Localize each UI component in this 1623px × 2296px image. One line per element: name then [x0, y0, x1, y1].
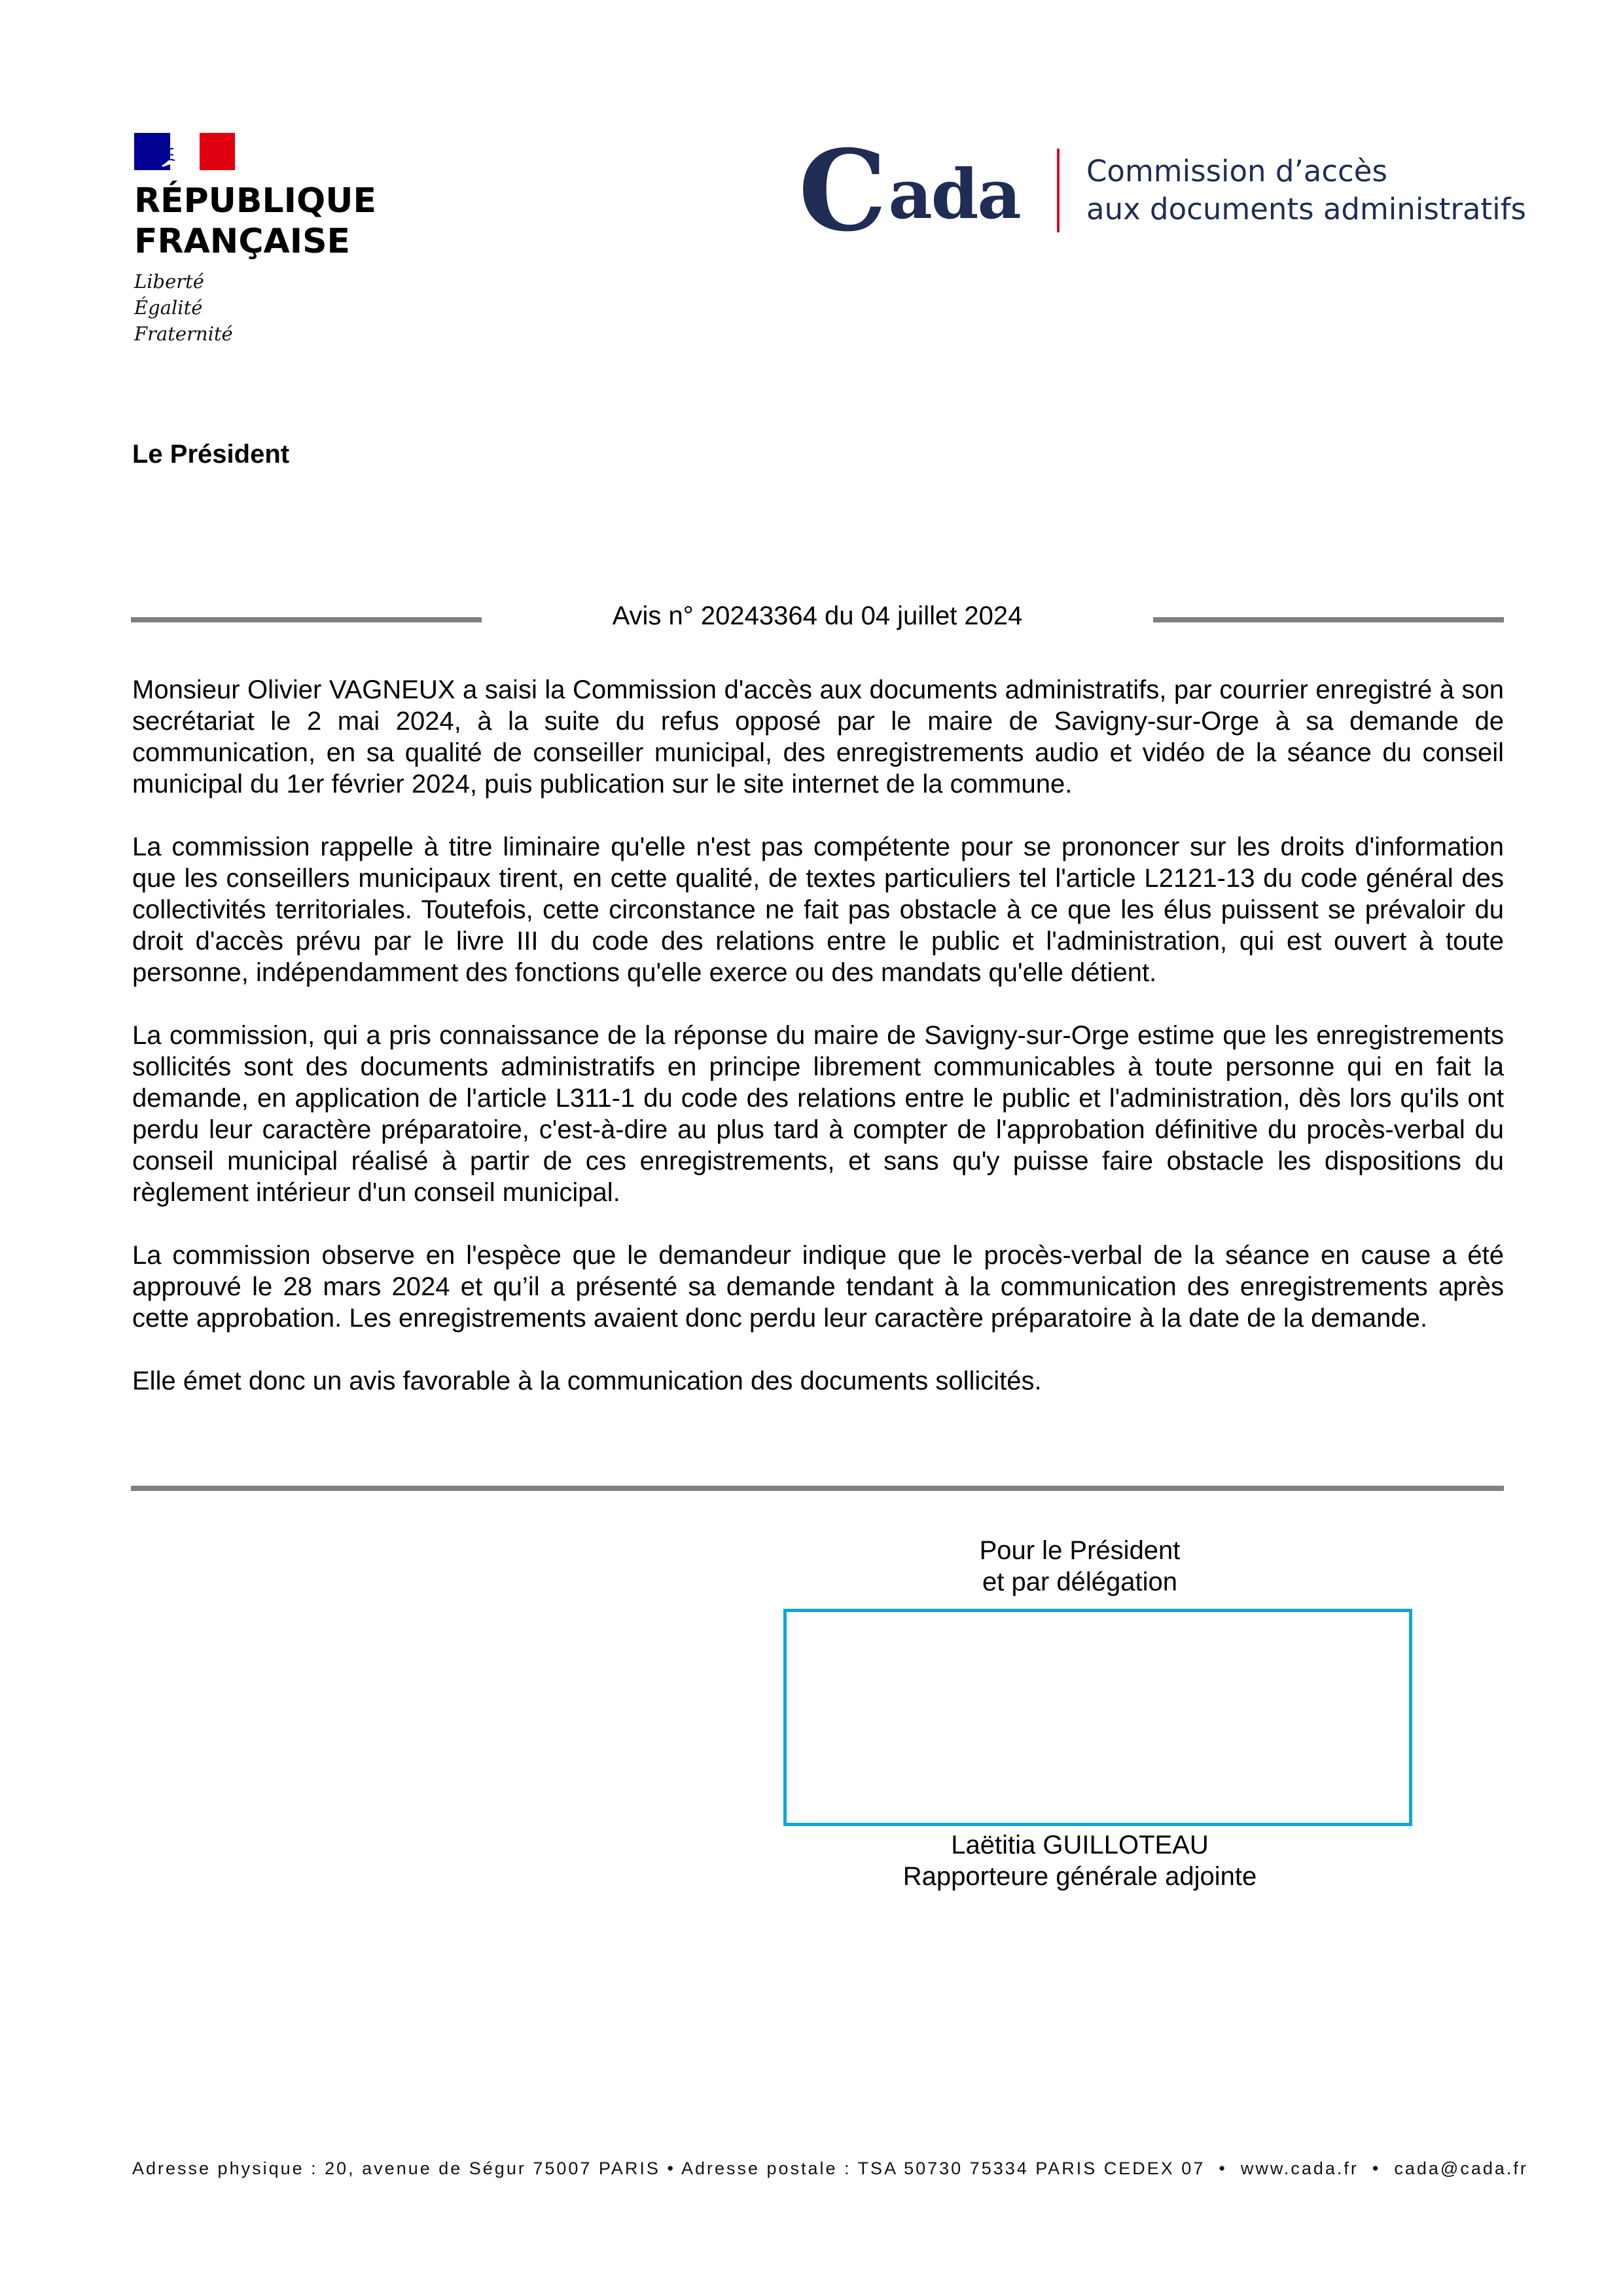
- footer-separator: •: [1219, 2159, 1227, 2178]
- footer-separator: •: [667, 2159, 675, 2178]
- paragraph-conclusion: Elle émet donc un avis favorable à la communication des documents sollicités.: [132, 1367, 1042, 1395]
- cada-wordmark: [798, 126, 1020, 257]
- title-rule-right: [1153, 617, 1504, 622]
- cada-logo-separator: [1057, 149, 1060, 232]
- cada-initial: C: [798, 126, 887, 257]
- footer-physical-address: Adresse physique : 20, avenue de Ségur 75007 PARIS: [132, 2159, 660, 2178]
- avis-body: [132, 674, 1504, 1428]
- cada-subtitle-line1: Commission d’accès: [1086, 154, 1387, 188]
- marianne-flag-icon: [134, 133, 235, 170]
- footer-separator: •: [1372, 2159, 1381, 2178]
- signature-delegation: [753, 1535, 1407, 1598]
- signatory-role: Rapporteure générale adjointe: [902, 1862, 1257, 1891]
- cada-subtitle-line2: aux documents administratifs: [1086, 192, 1526, 226]
- paragraph-communicabilite: La commission, qui a pris connaissance de la réponse du maire de Savigny-sur-Orge estime que les enregistrements sollicités sont des documents administratifs en principe librement communicables à toute personne qui en fait la demande, en application de l'article L311-1 du code des relations entre le public et l'administration, dès lors qu'ils ont perdu leur caractère préparatoire, c'est-à-dire au plus tard à compter de l'approbation définitive du procès-verbal du conseil municipal réalisé à partir de ces enregistrements, et sans qu'y puisse faire obstacle les dispositions du règlement intérieur d'un conseil municipal.: [132, 1021, 1504, 1207]
- footer-postal-address: Adresse postale : TSA 50730 75334 PARIS CEDEX 07: [681, 2159, 1205, 2178]
- republique-francaise-logo: [134, 133, 409, 347]
- rf-title-line1: RÉPUBLIQUE: [134, 181, 376, 221]
- signatory-name: Laëtitia GUILLOTEAU: [951, 1831, 1209, 1859]
- motto-fraternite: Fraternité: [134, 323, 233, 345]
- paragraph-espece: La commission observe en l'espèce que le demandeur indique que le procès-verbal de la séance en cause a été approuvé le 28 mars 2024 et qu’il a présenté sa demande tendant à la communication des enregistrements après cette approbation. Les enregistrements avaient donc perdu leur caractère préparatoire à la date de la demande.: [132, 1241, 1504, 1333]
- paragraph-saisine: Monsieur Olivier VAGNEUX a saisi la Commission d'accès aux documents administratifs, par courrier enregistré à son secrétariat le 2 mai 2024, à la suite du refus opposé par le maire de Savigny-sur-Orge à sa demande de communication, en sa qualité de conseiller municipal, des enregistrements audio et vidéo de la séance du conseil municipal du 1er février 2024, puis publication sur le site internet de la commune.: [132, 675, 1504, 798]
- title-rule-left: [131, 617, 482, 622]
- rf-title-line2: FRANÇAISE: [134, 222, 351, 261]
- rf-motto: [134, 268, 409, 347]
- cada-logo: [798, 126, 1526, 257]
- closing-rule: [131, 1486, 1504, 1491]
- avis-title: Avis n° 20243364 du 04 juillet 2024: [612, 601, 1023, 630]
- signature-line2: et par délégation: [982, 1568, 1177, 1596]
- paragraph-competence: La commission rappelle à titre liminaire qu'elle n'est pas compétente pour se prononcer sur les droits d'information que les conseillers municipaux tirent, en cette qualité, de textes particuliers tel l'article L2121-13 du code général des collectivités territoriales. Toutefois, cette circonstance ne fait pas obstacle à ce que les élus puissent se prévaloir du droit d'accès prévu par le livre III du code des relations entre le public et l'administration, qui est ouvert à toute personne, indépendamment des fonctions qu'elle exerce ou des mandats qu'elle détient.: [132, 833, 1504, 987]
- signature-box: [783, 1609, 1412, 1826]
- cada-word-rest: ada: [888, 154, 1020, 234]
- rf-title: [134, 181, 409, 262]
- footer-website-link[interactable]: www.cada.fr: [1240, 2159, 1359, 2178]
- motto-egalite: Égalité: [134, 296, 203, 319]
- signatory: [753, 1829, 1407, 1892]
- cada-subtitle: [1086, 152, 1526, 228]
- footer-address: [132, 2159, 1528, 2179]
- motto-liberte: Liberté: [134, 270, 204, 293]
- footer-email-link[interactable]: cada@cada.fr: [1394, 2159, 1528, 2178]
- sender-title: Le Président: [132, 440, 290, 469]
- signature-line1: Pour le Président: [979, 1536, 1181, 1565]
